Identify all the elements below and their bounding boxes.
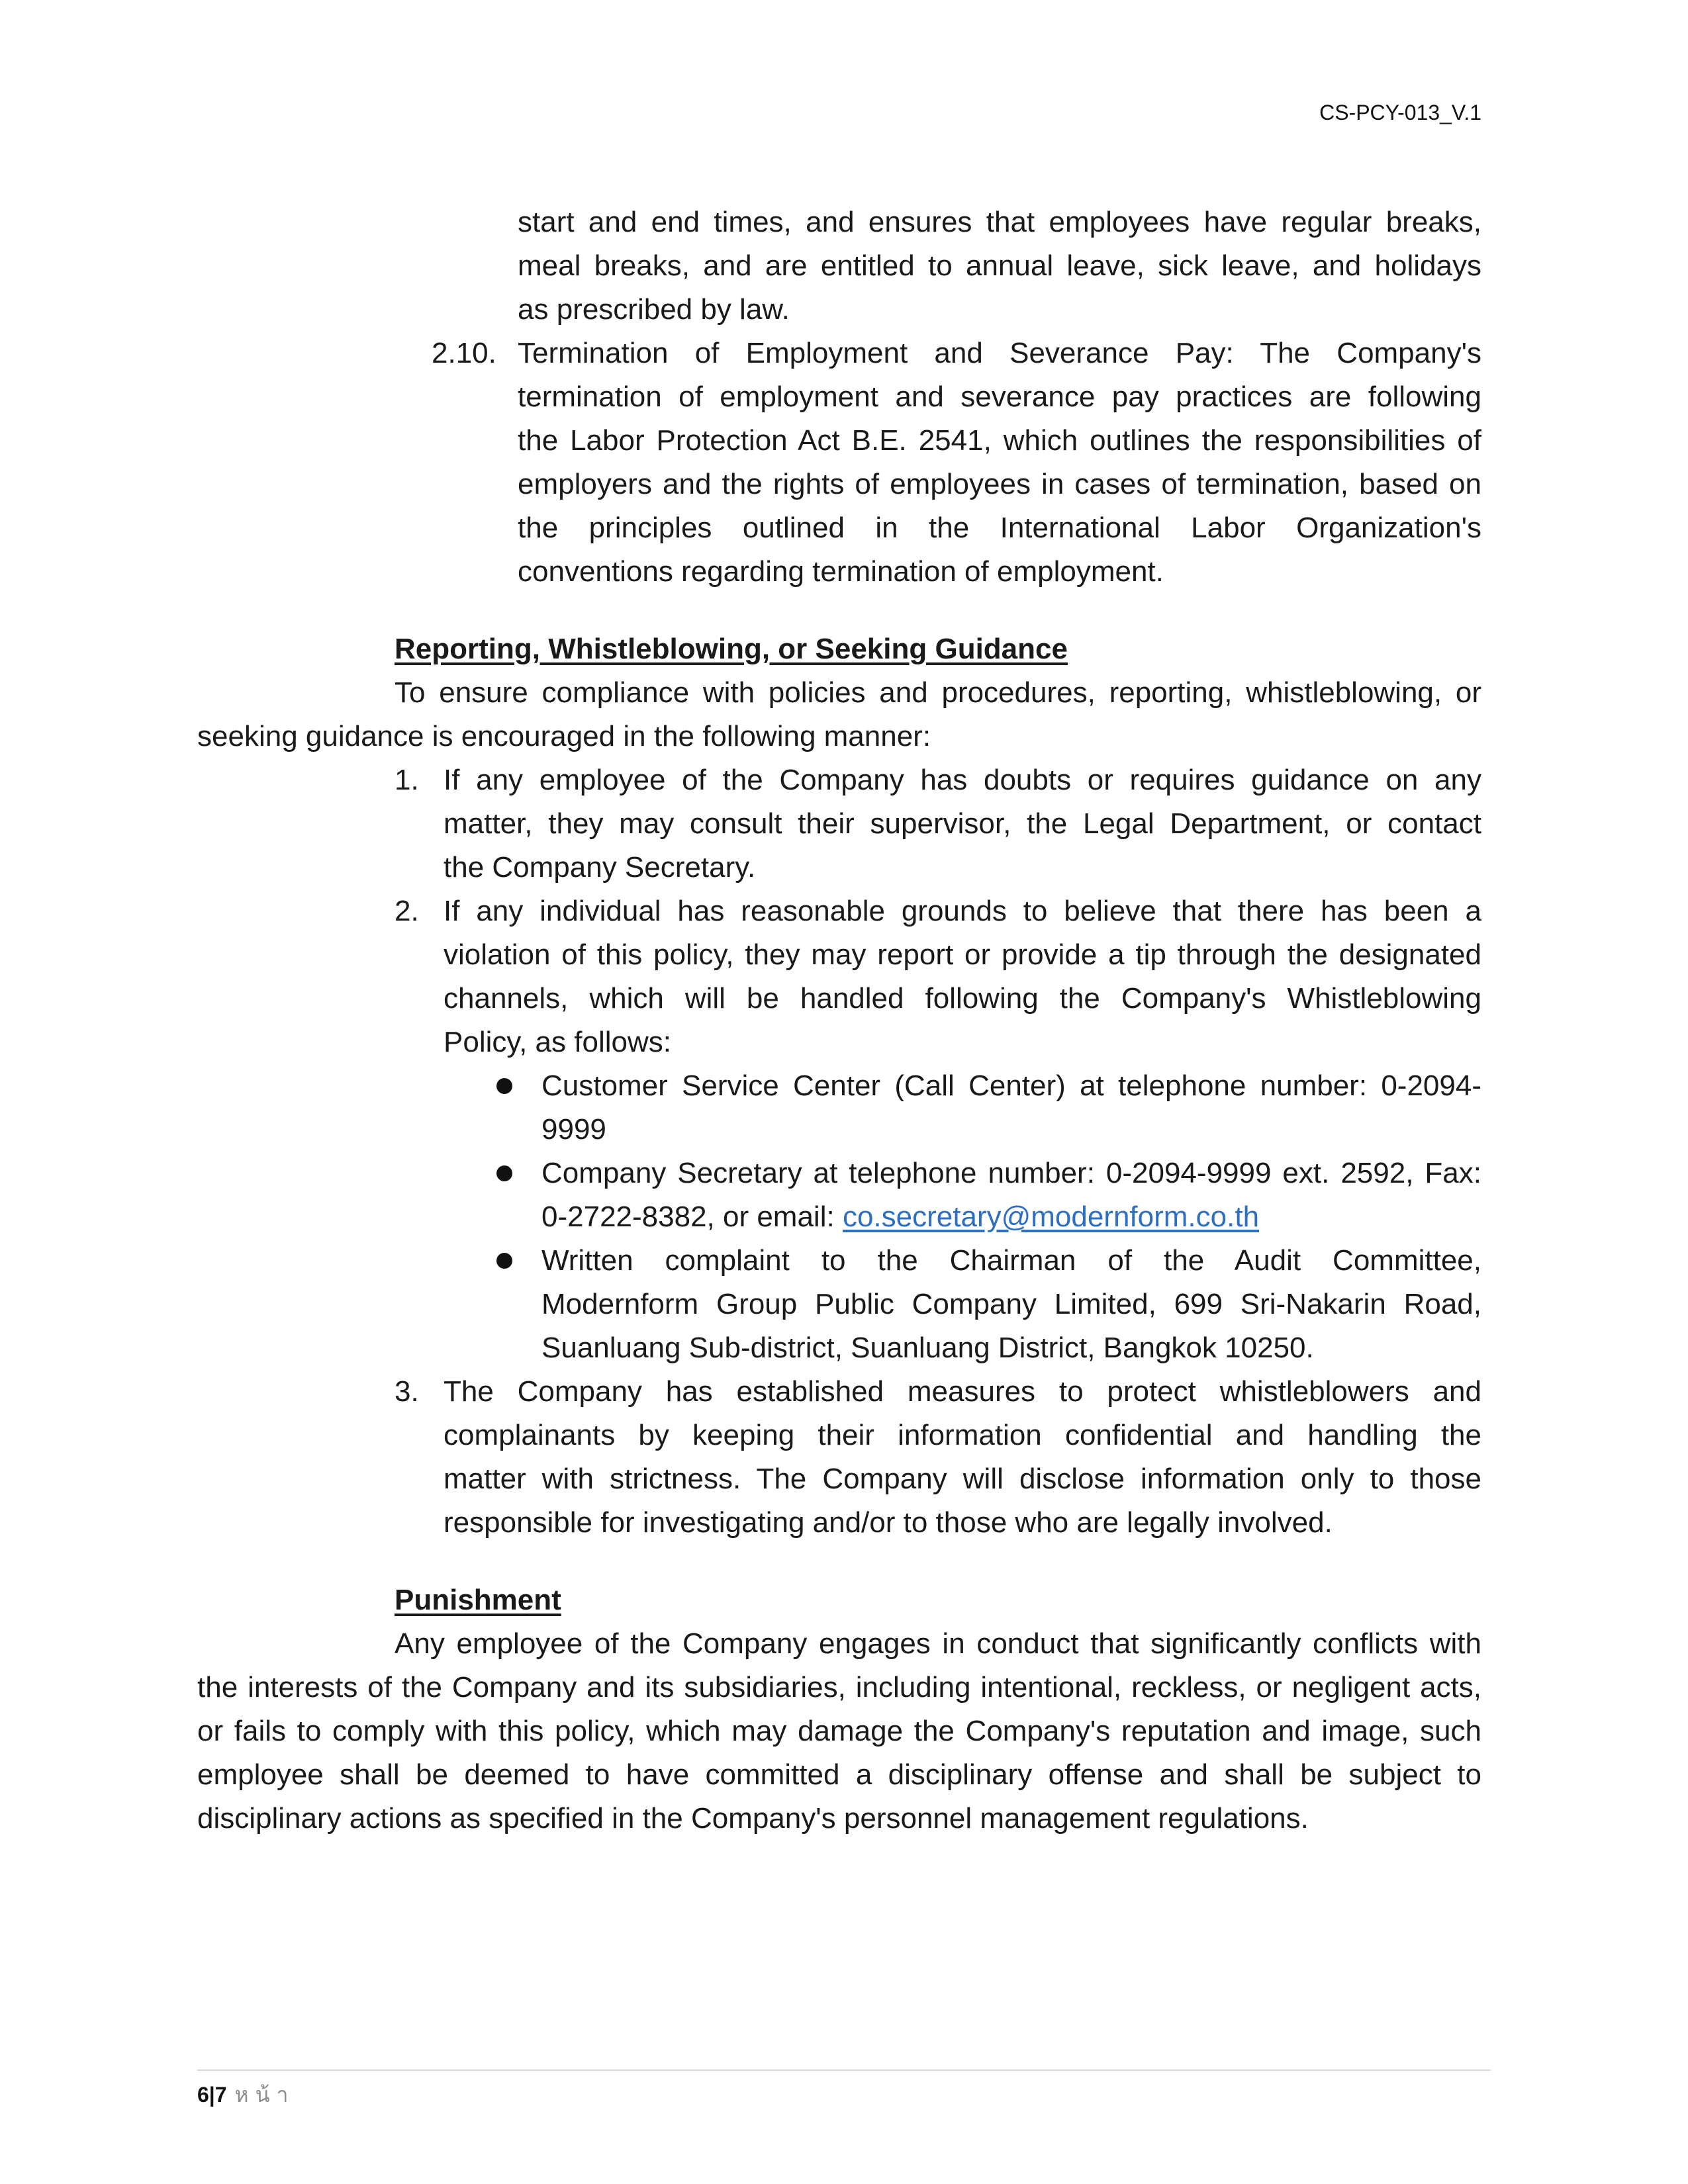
bullet-icon <box>496 1165 512 1181</box>
item-2-10-line: employers and the rights of employees in cases of termination, based on <box>518 468 1481 500</box>
item-2-9-line: meal breaks, and are entitled to annual leave, sick leave, and holidays <box>518 250 1481 282</box>
bullet-icon <box>496 1078 512 1094</box>
reporting-item-2-line: If any individual has reasonable grounds to believe that there has been a <box>444 895 1481 927</box>
reporting-item-1-number: 1. <box>395 764 419 796</box>
reporting-item-1-line: matter, they may consult their supervisor, the Legal Department, or contact <box>444 807 1481 840</box>
punishment-line: or fails to comply with this policy, which may damage the Company's reputation and image, such <box>197 1715 1481 1747</box>
reporting-item-2-line: channels, which will be handled following the Company's Whistleblowing <box>444 982 1481 1015</box>
item-2-10-number: 2.10. <box>432 337 496 369</box>
reporting-item-2-line: Policy, as follows: <box>444 1026 671 1058</box>
footer-divider <box>197 2070 1491 2071</box>
item-2-10-line: Termination of Employment and Severance Pay: The Company's <box>518 337 1481 369</box>
reporting-item-3-line: complainants by keeping their information confidential and handling the <box>444 1419 1481 1451</box>
punishment-line: the interests of the Company and its subsidiaries, including intentional, reckless, or negligent acts, <box>197 1671 1481 1704</box>
punishment-heading: Punishment <box>395 1584 561 1616</box>
item-2-10-line: the Labor Protection Act B.E. 2541, which outlines the responsibilities of <box>518 424 1481 457</box>
reporting-item-2-line: violation of this policy, they may report or provide a tip through the designated <box>444 938 1481 971</box>
reporting-heading: Reporting, Whistleblowing, or Seeking Guidance <box>395 633 1068 665</box>
bullet-written-complaint-line: Suanluang Sub-district, Suanluang District, Bangkok 10250. <box>541 1332 1314 1364</box>
item-2-10-line: conventions regarding termination of employment. <box>518 555 1164 588</box>
reporting-item-1-line: If any employee of the Company has doubts or requires guidance on any <box>444 764 1481 796</box>
reporting-item-2-number: 2. <box>395 895 419 927</box>
page-number: 6|7 <box>197 2083 227 2107</box>
secretary-fax-text: 0-2722-8382, or email: <box>541 1201 843 1233</box>
item-2-10-line: termination of employment and severance pay practices are following <box>518 381 1481 413</box>
item-2-10-line: the principles outlined in the International Labor Organization's <box>518 512 1481 544</box>
reporting-item-1-line: the Company Secretary. <box>444 851 756 884</box>
reporting-intro-line: To ensure compliance with policies and procedures, reporting, whistleblowing, or <box>395 676 1481 709</box>
item-2-9-line: start and end times, and ensures that employees have regular breaks, <box>518 206 1481 238</box>
reporting-item-3-line: matter with strictness. The Company will disclose information only to those <box>444 1463 1481 1495</box>
bullet-call-center-line: 9999 <box>541 1113 606 1146</box>
page-label: หน้า <box>234 2083 295 2107</box>
bullet-icon <box>496 1253 512 1269</box>
bullet-secretary-line: Company Secretary at telephone number: 0-2094-9999 ext. 2592, Fax: <box>541 1157 1481 1189</box>
reporting-item-3-line: responsible for investigating and/or to those who are legally involved. <box>444 1506 1333 1539</box>
document-code: CS-PCY-013_V.1 <box>1319 101 1481 124</box>
punishment-line: disciplinary actions as specified in the Company's personnel management regulations. <box>197 1802 1309 1835</box>
punishment-line: employee shall be deemed to have committed a disciplinary offense and shall be subject to <box>197 1758 1481 1791</box>
reporting-item-3-number: 3. <box>395 1375 419 1408</box>
bullet-written-complaint-line: Written complaint to the Chairman of the Audit Committee, <box>541 1244 1481 1277</box>
punishment-line: Any employee of the Company engages in conduct that significantly conflicts with <box>395 1627 1481 1660</box>
item-2-9-line: as prescribed by law. <box>518 293 790 326</box>
page-footer <box>197 2078 295 2111</box>
bullet-call-center-line: Customer Service Center (Call Center) at telephone number: 0-2094- <box>541 1069 1481 1102</box>
secretary-email-link[interactable]: co.secretary@modernform.co.th <box>842 1201 1260 1233</box>
bullet-secretary-line <box>541 1195 1259 1239</box>
reporting-item-3-line: The Company has established measures to protect whistleblowers and <box>444 1375 1481 1408</box>
bullet-written-complaint-line: Modernform Group Public Company Limited, 699 Sri-Nakarin Road, <box>541 1288 1481 1320</box>
reporting-intro-line: seeking guidance is encouraged in the following manner: <box>197 720 931 752</box>
